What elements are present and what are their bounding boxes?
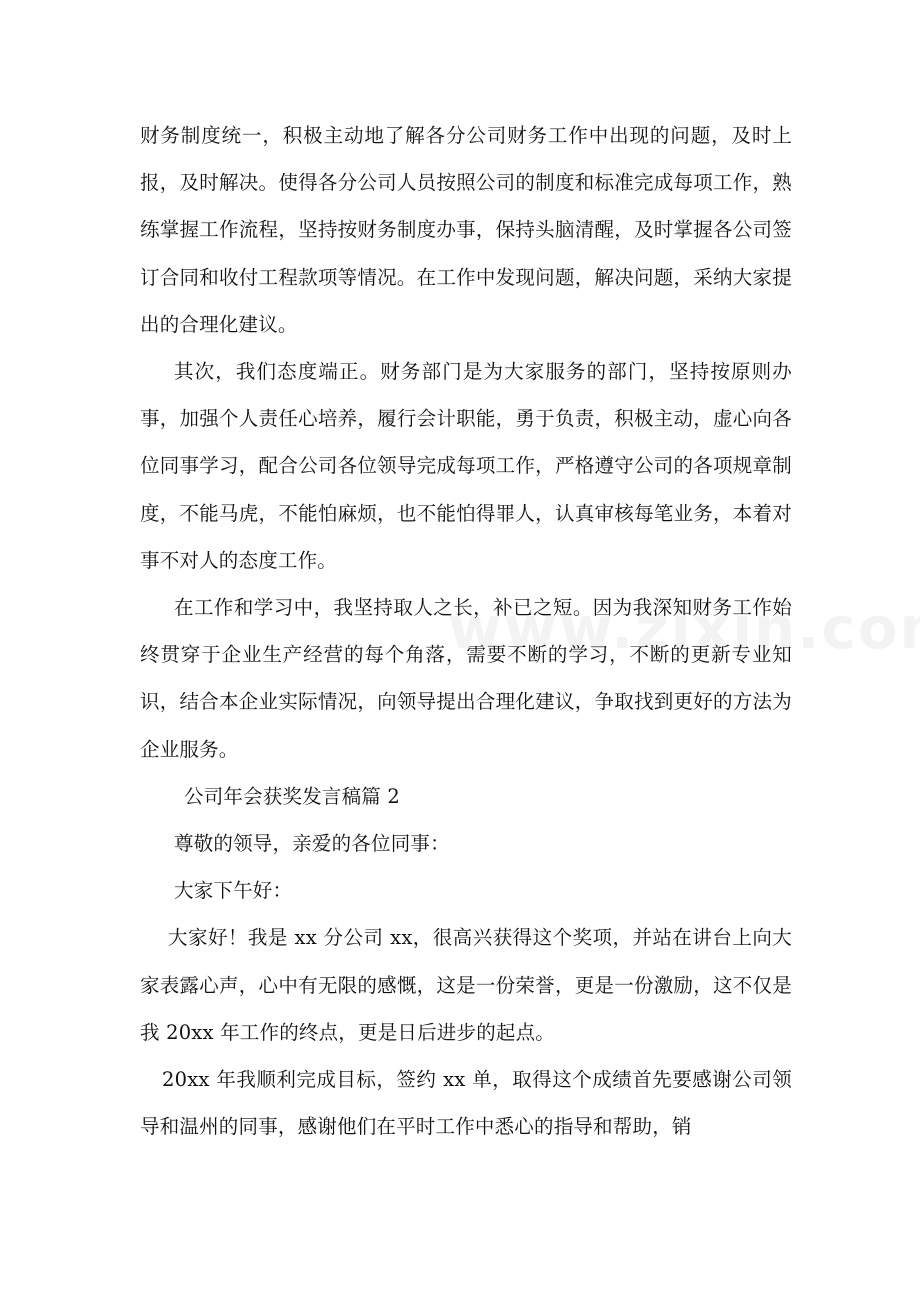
paragraph-learning: 在工作和学习中，我坚持取人之长，补已之短。因为我深知财务工作始终贯穿于企业生产经营的每个角落，需要不断的学习，不断的更新专业知识，结合本企业实际情况，向领导提出合理化建议，争取找到更好的方法为企业服务。 [140,596,792,761]
paragraph-introduction: 大家好！我是 xx 分公司 xx，很高兴获得这个奖项，并站在讲台上向大家表露心声，心中有无限的感慨，这是一份荣誉，更是一份激励，这不仅是我 20xx 年工作的终点，更是日后进步的起点。 [140,926,792,1044]
salutation: 尊敬的领导，亲爱的各位同事： [174,832,450,856]
paragraph-finance-unified: 财务制度统一，积极主动地了解各分公司财务工作中出现的问题，及时上报，及时解决。使得各分公司人员按照公司的制度和标准完成每项工作，熟练掌握工作流程，坚持按财务制度办事，保持头脑清醒，及时掌握各公司签订合同和收付工程款项等情况。在工作中发现问题，解决问题，采纳大家提出的合理化建议。 [140,124,792,336]
document-body [140,112,792,1150]
greeting: 大家下午好： [174,879,293,903]
paragraph-attitude: 其次，我们态度端正。财务部门是为大家服务的部门，坚持按原则办事，加强个人责任心培养，履行会计职能，勇于负责，积极主动，虚心向各位同事学习，配合公司各位领导完成每项工作，严格遵守公司的各项规章制度，不能马虎，不能怕麻烦，也不能怕得罪人，认真审核每笔业务，本着对事不对人的态度工作。 [140,360,792,572]
paragraph-achievement: 20xx 年我顺利完成目标，签约 xx 单，取得这个成绩首先要感谢公司领导和温州的同事，感谢他们在平时工作中悉心的指导和帮助，销 [140,1068,792,1139]
section-heading: 公司年会获奖发言稿篇 2 [184,784,401,808]
